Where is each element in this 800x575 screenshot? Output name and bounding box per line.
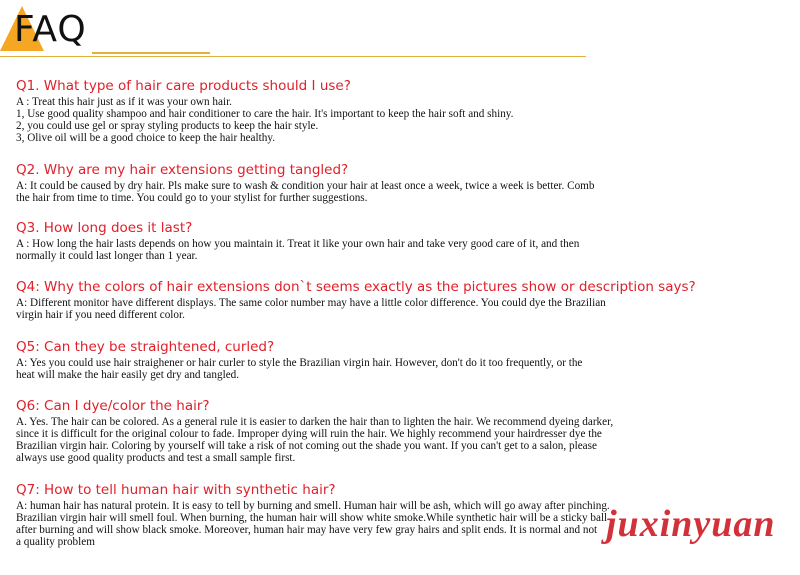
faq-question: Q6: Can I dye/color the hair? bbox=[16, 398, 210, 414]
faq-item-1 bbox=[16, 78, 696, 144]
answer-line: Brazilian virgin hair will smell foul. When burning, the human hair will show white smoke.While synthetic hair will be a sticky ball bbox=[16, 512, 608, 524]
faq-question: Q4: Why the colors of hair extensions don`t seems exactly as the pictures show or description says? bbox=[16, 279, 696, 295]
faq-answer bbox=[16, 500, 696, 548]
faq-answer bbox=[16, 297, 696, 321]
faq-question: Q3. How long does it last? bbox=[16, 220, 193, 236]
faq-question: Q2. Why are my hair extensions getting tangled? bbox=[16, 162, 349, 178]
answer-line: A: Yes you could use hair straighener or hair curler to style the Brazilian virgin hair. However, don't do it too frequently, or the bbox=[16, 357, 583, 369]
faq-answer bbox=[16, 238, 696, 262]
answer-line: always use good quality products and test a small sample first. bbox=[16, 452, 296, 464]
answer-line: A: Different monitor have different displays. The same color number may have a little color difference. You could dye the Brazilian bbox=[16, 297, 606, 309]
answer-line: a quality problem bbox=[16, 536, 95, 548]
answer-line: heat will make the hair easily get dry and tangled. bbox=[16, 369, 240, 381]
answer-line: virgin hair if you need different color. bbox=[16, 309, 185, 321]
faq-answer bbox=[16, 357, 696, 381]
faq-question: Q1. What type of hair care products should I use? bbox=[16, 78, 351, 94]
faq-answer bbox=[16, 416, 696, 464]
brand-watermark: juxinyuan bbox=[606, 503, 776, 545]
faq-answer bbox=[16, 180, 696, 204]
faq-question: Q7: How to tell human hair with synthetic hair? bbox=[16, 482, 336, 498]
answer-line: A : Treat this hair just as if it was your own hair. bbox=[16, 96, 232, 108]
answer-line: A: human hair has natural protein. It is easy to tell by burning and smell. Human hair will be ash, which will go away after pinching. bbox=[16, 500, 610, 512]
faq-answer bbox=[16, 96, 696, 144]
answer-line: since it is difficult for the original colour to fade. Improper dying will ruin the hair. We highly recommend your hairdresser dye the bbox=[16, 428, 602, 440]
answer-line: 1, Use good quality shampoo and hair conditioner to care the hair. It's important to keep the hair soft and shiny. bbox=[16, 108, 514, 120]
answer-line: 3, Olive oil will be a good choice to keep the hair healthy. bbox=[16, 132, 275, 144]
answer-line: A : How long the hair lasts depends on how you maintain it. Treat it like your own hair and take very good care of it, and then bbox=[16, 238, 580, 250]
page-title: FAQ bbox=[14, 9, 87, 50]
faq-item-3 bbox=[16, 220, 696, 262]
title-underline-long bbox=[0, 56, 586, 57]
faq-item-5 bbox=[16, 339, 696, 381]
answer-line: normally it could last longer than 1 year. bbox=[16, 250, 198, 262]
answer-line: 2, you could use gel or spray styling products to keep the hair style. bbox=[16, 120, 319, 132]
answer-line: A: It could be caused by dry hair. Pls make sure to wash & condition your hair at least once a week, twice a week is better. Comb bbox=[16, 180, 595, 192]
title-underline-short bbox=[92, 52, 210, 54]
faq-header bbox=[0, 0, 800, 60]
faq-item-2 bbox=[16, 162, 696, 204]
answer-line: the hair from time to time. You could go to your stylist for further suggestions. bbox=[16, 192, 368, 204]
faq-item-7 bbox=[16, 482, 696, 548]
answer-line: after burning and will show black smoke. Moreover, human hair may have very few gray hairs and split ends. It is normal and not bbox=[16, 524, 598, 536]
answer-line: A. Yes. The hair can be colored. As a general rule it is easier to darken the hair than to lighten the hair. We recommend dyeing darker, bbox=[16, 416, 614, 428]
answer-line: Brazilian virgin hair. Coloring by yourself will take a risk of not coming out the shade you want. If you can't get to a salon, please bbox=[16, 440, 597, 452]
faq-item-6 bbox=[16, 398, 696, 464]
faq-item-4 bbox=[16, 279, 696, 321]
faq-question: Q5: Can they be straightened, curled? bbox=[16, 339, 275, 355]
